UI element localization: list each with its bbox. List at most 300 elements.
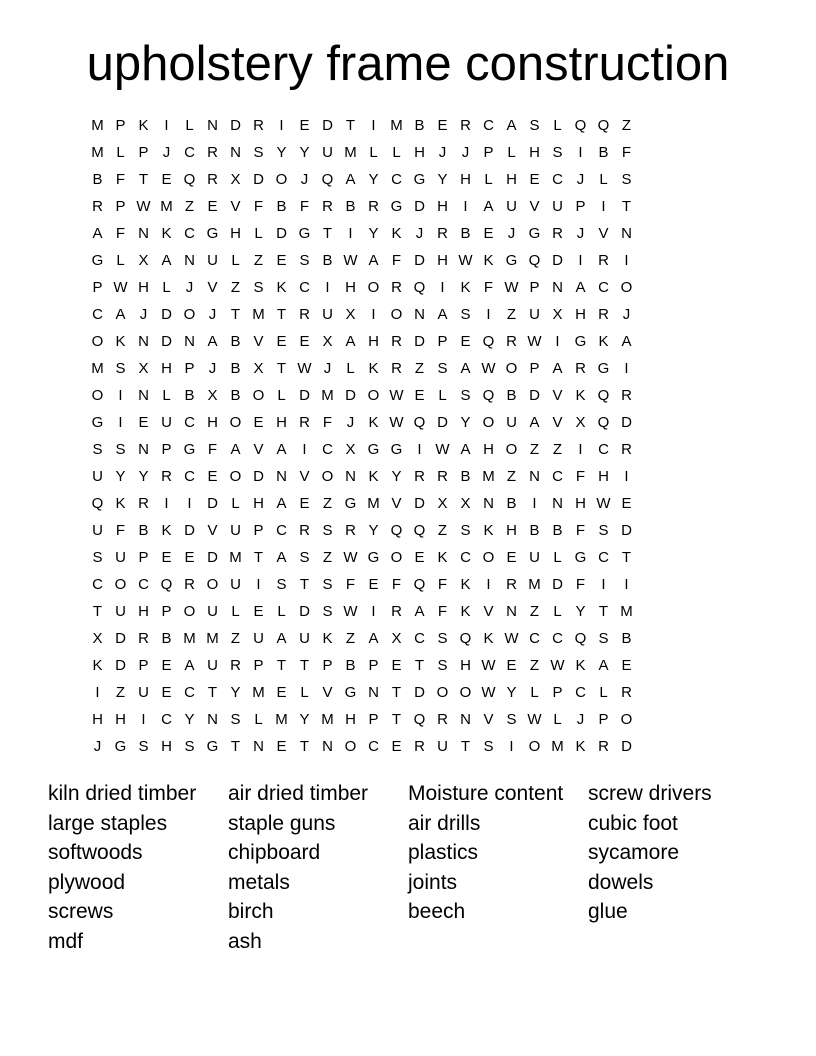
grid-letter: P [529,360,540,377]
grid-letter: R [299,306,310,323]
grid-letter: X [230,171,241,188]
grid-letter: S [276,576,287,593]
grid-letter: Y [437,171,448,188]
grid-letter: G [206,738,219,755]
grid-row [86,733,730,760]
grid-letter: U [299,630,310,647]
grid-letter: C [184,225,195,242]
grid-letter: I [463,198,468,215]
grid-letter: E [437,117,448,134]
grid-letter: A [552,360,563,377]
grid-letter: J [323,360,332,377]
grid-letter: J [438,144,447,161]
grid-letter: C [299,279,310,296]
grid-letter: T [230,306,241,323]
grid-letter: W [458,252,473,269]
grid-letter: F [115,522,126,539]
grid-letter: U [322,144,333,161]
grid-letter: B [552,522,563,539]
grid-letter: E [506,549,517,566]
grid-letter: R [92,198,103,215]
page-title: upholstery frame construction [86,37,730,91]
grid-letter: O [367,387,380,404]
grid-letter: W [504,630,519,647]
grid-row [86,193,730,220]
grid-letter: R [207,144,218,161]
grid-letter: I [164,117,169,134]
grid-letter: U [322,306,333,323]
grid-row [86,139,730,166]
grid-letter: E [138,414,149,431]
grid-letter: X [138,252,149,269]
grid-letter: D [299,603,310,620]
grid-letter: O [390,306,403,323]
grid-letter: D [161,333,172,350]
grid-letter: X [207,387,218,404]
grid-letter: A [276,441,287,458]
grid-letter: B [506,495,517,512]
word-list-item: screw drivers [588,782,712,805]
grid-letter: X [460,495,471,512]
grid-letter: N [529,468,540,485]
grid-letter: P [529,279,540,296]
grid-letter: O [436,684,449,701]
grid-letter: S [253,279,264,296]
grid-letter: V [253,441,264,458]
grid-letter: O [229,414,242,431]
grid-letter: E [276,738,287,755]
grid-letter: X [92,630,103,647]
grid-letter: R [552,225,563,242]
grid-letter: S [253,144,264,161]
grid-letter: Z [529,603,540,620]
grid-letter: I [601,198,606,215]
grid-letter: R [414,738,425,755]
grid-letter: P [368,657,379,674]
grid-letter: L [116,144,125,161]
grid-letter: E [529,171,540,188]
grid-letter: B [345,657,356,674]
grid-letter: H [414,144,425,161]
grid-letter: X [253,360,264,377]
grid-letter: G [344,495,357,512]
grid-letter: W [527,333,542,350]
grid-letter: C [322,441,333,458]
grid-letter: I [256,576,261,593]
grid-letter: L [530,684,539,701]
grid-letter: U [207,603,218,620]
grid-letter: E [414,387,425,404]
grid-letter: N [138,333,149,350]
grid-letter: G [344,684,357,701]
grid-letter: C [552,468,563,485]
grid-letter: E [621,495,632,512]
grid-letter: F [322,414,333,431]
grid-row [86,355,730,382]
grid-letter: K [115,495,126,512]
grid-letter: T [345,117,356,134]
grid-letter: Z [506,468,517,485]
grid-letter: C [161,711,172,728]
grid-row [86,247,730,274]
grid-letter: L [599,171,608,188]
grid-letter: F [621,144,632,161]
grid-letter: W [504,279,519,296]
grid-letter: I [624,468,629,485]
grid-letter: C [184,414,195,431]
grid-letter: P [161,441,172,458]
grid-letter: D [414,495,425,512]
grid-letter: Y [506,684,517,701]
grid-letter: Q [597,387,610,404]
grid-letter: E [161,657,172,674]
grid-letter: M [390,117,403,134]
grid-letter: R [391,279,402,296]
grid-letter: L [553,603,562,620]
grid-letter: N [184,252,195,269]
grid-letter: D [621,522,632,539]
grid-letter: E [253,414,264,431]
grid-letter: K [368,468,379,485]
grid-letter: I [532,495,537,512]
word-list-item: screws [48,900,114,924]
grid-letter: X [345,441,356,458]
grid-letter: J [576,711,585,728]
word-list-item: sycamore [588,841,680,865]
grid-letter: O [229,468,242,485]
grid-letter: L [162,279,171,296]
word-list-item: air dried timber [228,782,369,805]
grid-letter: L [553,711,562,728]
grid-letter: Q [459,630,472,647]
grid-letter: F [483,279,494,296]
grid-letter: I [601,576,606,593]
grid-letter: V [322,684,333,701]
grid-letter: B [138,522,149,539]
grid-letter: G [183,441,196,458]
grid-letter: H [460,171,471,188]
grid-letter: U [230,522,241,539]
grid-letter: G [528,225,541,242]
grid-letter: A [368,252,379,269]
grid-letter: G [574,549,587,566]
grid-row [86,490,730,517]
grid-letter: F [575,576,586,593]
grid-letter: T [621,198,632,215]
grid-letter: A [115,306,126,323]
grid-letter: R [207,171,218,188]
grid-letter: H [437,252,448,269]
grid-letter: I [371,306,376,323]
grid-letter: H [230,225,241,242]
grid-letter: C [184,468,195,485]
grid-letter: O [482,414,495,431]
grid-letter: N [414,306,425,323]
grid-letter: L [507,144,516,161]
grid-letter: N [276,468,287,485]
grid-letter: Q [390,522,403,539]
grid-letter: W [481,684,496,701]
grid-letter: V [529,198,540,215]
grid-letter: Z [230,279,241,296]
grid-letter: M [252,684,265,701]
grid-letter: H [598,468,609,485]
grid-letter: X [322,333,333,350]
grid-letter: B [460,468,471,485]
grid-letter: Q [413,279,426,296]
grid-letter: L [438,387,447,404]
grid-letter: K [575,387,586,404]
grid-letter: Q [528,252,541,269]
grid-letter: H [138,279,149,296]
grid-letter: W [343,603,358,620]
grid-letter: M [91,117,104,134]
grid-row [86,166,730,193]
grid-letter: Q [413,576,426,593]
grid-letter: F [115,225,126,242]
grid-letter: Y [115,468,126,485]
grid-letter: Q [482,387,495,404]
grid-letter: R [460,117,471,134]
grid-letter: D [322,117,333,134]
grid-letter: W [343,252,358,269]
word-list-item: staple guns [228,811,336,835]
grid-letter: J [576,225,585,242]
grid-letter: O [252,387,265,404]
grid-letter: T [391,684,402,701]
grid-letter: V [207,279,218,296]
grid-letter: B [92,171,103,188]
grid-row [86,382,730,409]
word-list-item: plastics [408,841,479,865]
grid-letter: J [415,225,424,242]
grid-row [86,706,730,733]
grid-letter: N [552,495,563,512]
grid-letter: T [391,711,402,728]
grid-letter: A [575,279,586,296]
grid-letter: T [621,549,632,566]
grid-row [86,409,730,436]
grid-letter: O [620,711,633,728]
grid-letter: K [460,279,471,296]
grid-letter: S [299,252,310,269]
grid-letter: W [481,360,496,377]
grid-letter: Q [321,171,334,188]
word-list-item: Moisture content [408,782,564,805]
grid-letter: Q [597,414,610,431]
grid-letter: J [622,306,631,323]
grid-letter: M [183,630,196,647]
grid-letter: H [345,711,356,728]
grid-letter: P [253,657,264,674]
grid-letter: J [208,360,217,377]
grid-letter: T [414,657,425,674]
grid-letter: S [437,657,448,674]
grid-letter: D [552,252,563,269]
grid-letter: E [299,333,310,350]
grid-letter: L [392,144,401,161]
grid-letter: R [138,495,149,512]
grid-letter: E [621,657,632,674]
grid-letter: U [92,522,103,539]
grid-letter: H [368,333,379,350]
grid-letter: H [575,306,586,323]
grid-letter: I [371,117,376,134]
grid-letter: L [231,603,240,620]
grid-letter: W [550,657,565,674]
grid-letter: X [552,306,563,323]
grid-row [86,274,730,301]
grid-letter: K [483,630,494,647]
grid-letter: O [275,171,288,188]
grid-letter: R [621,684,632,701]
grid-letter: K [483,252,494,269]
grid-letter: D [161,306,172,323]
grid-row [86,436,730,463]
grid-letter: U [115,603,126,620]
grid-letter: R [598,306,609,323]
grid-letter: T [299,576,310,593]
grid-letter: M [528,576,541,593]
grid-letter: S [184,738,195,755]
grid-letter: Q [160,576,173,593]
grid-letter: F [115,171,126,188]
grid-row [86,544,730,571]
grid-letter: Q [183,171,196,188]
word-list-item: ash [228,929,262,953]
grid-letter: W [389,414,404,431]
grid-letter: C [598,441,609,458]
grid-letter: L [484,171,493,188]
grid-letter: H [506,171,517,188]
grid-letter: A [621,333,632,350]
grid-letter: G [367,441,380,458]
grid-letter: W [343,549,358,566]
grid-letter: L [231,495,240,512]
grid-letter: O [482,549,495,566]
grid-letter: G [91,252,104,269]
grid-letter: P [92,279,103,296]
grid-letter: I [325,279,330,296]
grid-letter: F [207,441,218,458]
grid-letter: P [138,144,149,161]
grid-letter: C [575,684,586,701]
grid-letter: D [414,333,425,350]
grid-row [86,679,730,706]
grid-letter: A [460,360,471,377]
grid-letter: R [575,360,586,377]
grid-letter: X [575,414,586,431]
grid-letter: Z [230,630,241,647]
grid-letter: W [297,360,312,377]
grid-letter: K [460,603,471,620]
grid-letter: I [624,252,629,269]
grid-letter: R [621,441,632,458]
grid-letter: R [322,198,333,215]
word-list-item: joints [408,870,458,894]
grid-letter: A [529,414,540,431]
grid-letter: D [621,738,632,755]
grid-letter: K [391,225,402,242]
grid-row [86,301,730,328]
grid-letter: D [621,414,632,431]
grid-letter: Z [345,630,356,647]
grid-letter: J [576,171,585,188]
grid-letter: G [413,171,426,188]
grid-letter: D [414,684,425,701]
grid-letter: E [276,252,287,269]
grid-letter: K [460,576,471,593]
grid-letter: Y [299,711,310,728]
grid-letter: Y [184,711,195,728]
grid-letter: L [277,603,286,620]
grid-letter: E [207,468,218,485]
grid-letter: A [368,630,379,647]
grid-letter: O [114,576,127,593]
grid-letter: N [368,684,379,701]
grid-letter: P [161,603,172,620]
grid-letter: M [344,144,357,161]
grid-letter: A [276,549,287,566]
grid-letter: S [322,603,333,620]
grid-letter: B [161,630,172,647]
grid-letter: N [621,225,632,242]
grid-letter: L [116,252,125,269]
grid-letter: Z [552,441,563,458]
grid-letter: R [598,252,609,269]
word-list-item: glue [588,900,628,924]
grid-letter: K [92,657,103,674]
grid-letter: B [460,225,471,242]
grid-letter: S [460,387,471,404]
grid-letter: S [92,441,103,458]
grid-letter: H [276,414,287,431]
grid-letter: A [437,306,448,323]
grid-letter: E [184,549,195,566]
grid-letter: D [253,468,264,485]
grid-letter: M [551,738,564,755]
grid-row [86,463,730,490]
grid-letter: J [185,279,194,296]
grid-letter: R [437,225,448,242]
grid-letter: J [507,225,516,242]
grid-letter: D [529,387,540,404]
grid-letter: R [184,576,195,593]
grid-letter: S [115,360,126,377]
grid-row [86,652,730,679]
grid-letter: Q [91,495,104,512]
grid-letter: I [624,360,629,377]
grid-letter: X [437,495,448,512]
grid-letter: W [136,198,151,215]
grid-letter: R [391,360,402,377]
grid-letter: Y [230,684,241,701]
grid-letter: F [575,522,586,539]
grid-letter: A [184,657,195,674]
grid-letter: I [624,576,629,593]
grid-letter: Q [482,333,495,350]
grid-letter: B [598,144,609,161]
grid-letter: R [391,333,402,350]
grid-letter: C [92,576,103,593]
grid-letter: W [113,279,128,296]
grid-letter: F [391,576,402,593]
grid-letter: T [322,225,333,242]
grid-letter: Z [621,117,632,134]
grid-letter: U [207,657,218,674]
grid-letter: I [578,252,583,269]
letter-grid [86,112,730,760]
